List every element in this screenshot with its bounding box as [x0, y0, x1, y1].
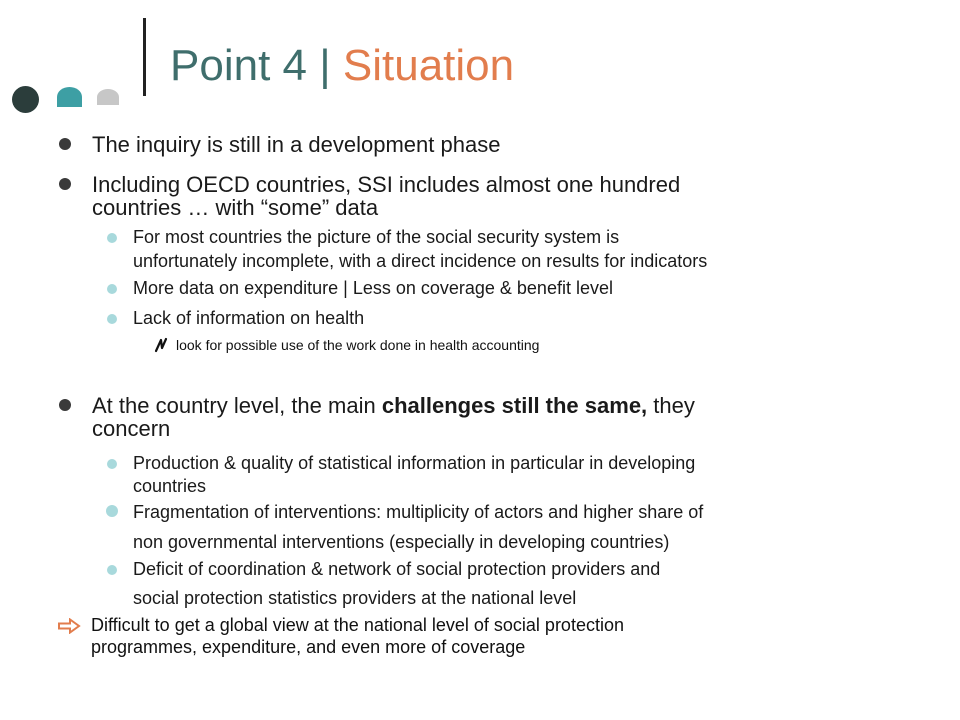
sub-bullet-production-line1: Production & quality of statistical information in particular in developing — [133, 453, 696, 473]
title-separator: | — [319, 41, 331, 90]
sub-bullet-production-line2: countries — [133, 476, 207, 496]
bullet-icon — [59, 399, 71, 411]
bullet-challenges-line2: concern — [92, 416, 171, 441]
title-divider-bar — [143, 18, 146, 96]
teal-dot — [57, 87, 82, 107]
tertiary-health-accounting: look for possible use of the work done in health accounting — [176, 337, 540, 353]
sub-bullet-icon — [107, 459, 117, 469]
conclusion-line1: Difficult to get a global view at the national level of social protection — [91, 615, 624, 635]
sub-bullet-coordination-line2: social protection statistics providers at the national level — [133, 588, 577, 608]
dark-dot — [12, 86, 39, 113]
sub-bullet-fragmentation-line1: Fragmentation of interventions: multiplicity of actors and higher share of — [133, 502, 704, 522]
hollow-arrow-icon — [58, 618, 82, 634]
sub-bullet-picture-line2: unfortunately incomplete, with a direct incidence on results for indicators — [133, 251, 708, 271]
sub-bullet-health: Lack of information on health — [133, 308, 365, 328]
decorative-dots — [12, 86, 132, 116]
conclusion-line2: programmes, expenditure, and even more of coverage — [91, 637, 526, 657]
bullet-icon — [59, 138, 71, 150]
bullet-icon — [59, 178, 71, 190]
bullet-challenges-line1: At the country level, the main challenges still the same, they — [92, 393, 695, 418]
gray-dot — [97, 89, 119, 105]
sub-bullet-icon — [107, 233, 117, 243]
sub-bullet-coordination-line1: Deficit of coordination & network of social protection providers and — [133, 559, 661, 579]
bullet-oecd-line2: countries … with “some” data — [92, 195, 379, 220]
sub-bullet-expenditure: More data on expenditure | Less on coverage & benefit level — [133, 278, 613, 298]
sub-bullet-icon — [107, 314, 117, 324]
sub-bullet-picture-line1: For most countries the picture of the social security system is — [133, 227, 620, 247]
sub-bullet-fragmentation-line2: non governmental interventions (especially in developing countries) — [133, 532, 670, 552]
bullet-oecd-line1: Including OECD countries, SSI includes almost one hundred — [92, 172, 681, 197]
curved-arrow-icon — [153, 337, 169, 353]
bullet-inquiry-phase: The inquiry is still in a development phase — [92, 132, 501, 157]
title-point: Point 4 — [170, 41, 307, 90]
slide-title — [170, 38, 514, 94]
title-situation: Situation — [342, 41, 515, 90]
sub-bullet-icon — [107, 565, 117, 575]
sub-bullet-icon — [107, 284, 117, 294]
sub-bullet-icon — [106, 505, 118, 517]
